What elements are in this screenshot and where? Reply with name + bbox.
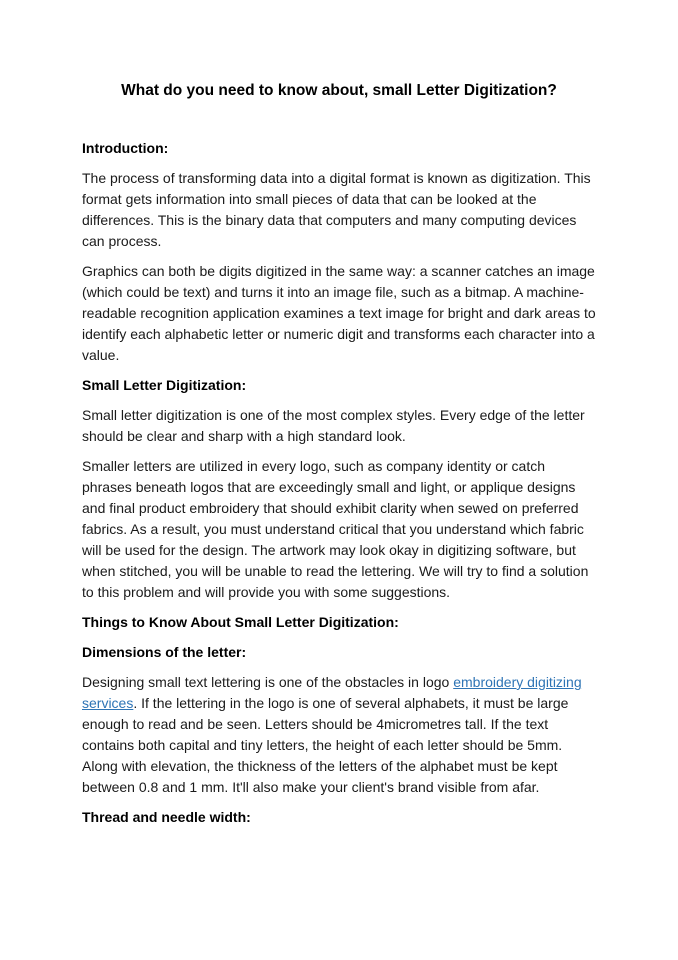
introduction-heading: Introduction: [82,140,169,156]
dimensions-text-after-link: . If the lettering in the logo is one of several alphabets, it must be large enough to read and be seen. Letters should be 4micrometres tall. If the text contains both capital and tiny letters, the height of each letter should be 5mm. Along with elevation, the thickness of the letters of the alphabet must be kept between 0.8 and 1 mm. It'll also make your client's brand visible from afar. [82,695,569,795]
thread-needle-heading: Thread and needle width: [82,809,251,825]
small-letter-paragraph-1: Small letter digitization is one of the most complex styles. Every edge of the letter should be clear and sharp with a high standard look. [82,407,585,444]
embroidery-digitizing-services-link[interactable]: embroidery digitizing services [82,674,582,711]
dimensions-text-before-link: Designing small text lettering is one of the obstacles in logo [82,674,454,690]
document-body [82,138,598,837]
small-letter-heading: Small Letter Digitization: [82,377,247,393]
introduction-paragraph-2: Graphics can both be digits digitized in the same way: a scanner catches an image (which could be text) and turns it into an image file, such as a bitmap. A machine-readable recognition application examines a text image for bright and dark areas to identify each alphabetic letter or numeric digit and transforms each character into a value. [82,263,596,363]
small-letter-paragraph-2: Smaller letters are utilized in every logo, such as company identity or catch phrases beneath logos that are exceedingly small and light, or applique designs and final product embroidery that should exhibit clarity when sewed on preferred fabrics. As a result, you must understand critical that you understand which fabric will be used for the design. The artwork may look okay in digitizing software, but when stitched, you will be unable to read the lettering. We will try to find a solution to this problem and will provide you with some suggestions. [82,458,589,600]
introduction-paragraph-1: The process of transforming data into a digital format is known as digitization. This format gets information into small pieces of data that can be looked at the differences. This is the binary data that computers and many computing devices can process. [82,170,591,249]
page-title: What do you need to know about, small Letter Digitization? [121,82,557,99]
things-to-know-heading: Things to Know About Small Letter Digitization: [82,614,399,630]
dimensions-heading: Dimensions of the letter: [82,644,247,660]
dimensions-paragraph [82,672,598,798]
